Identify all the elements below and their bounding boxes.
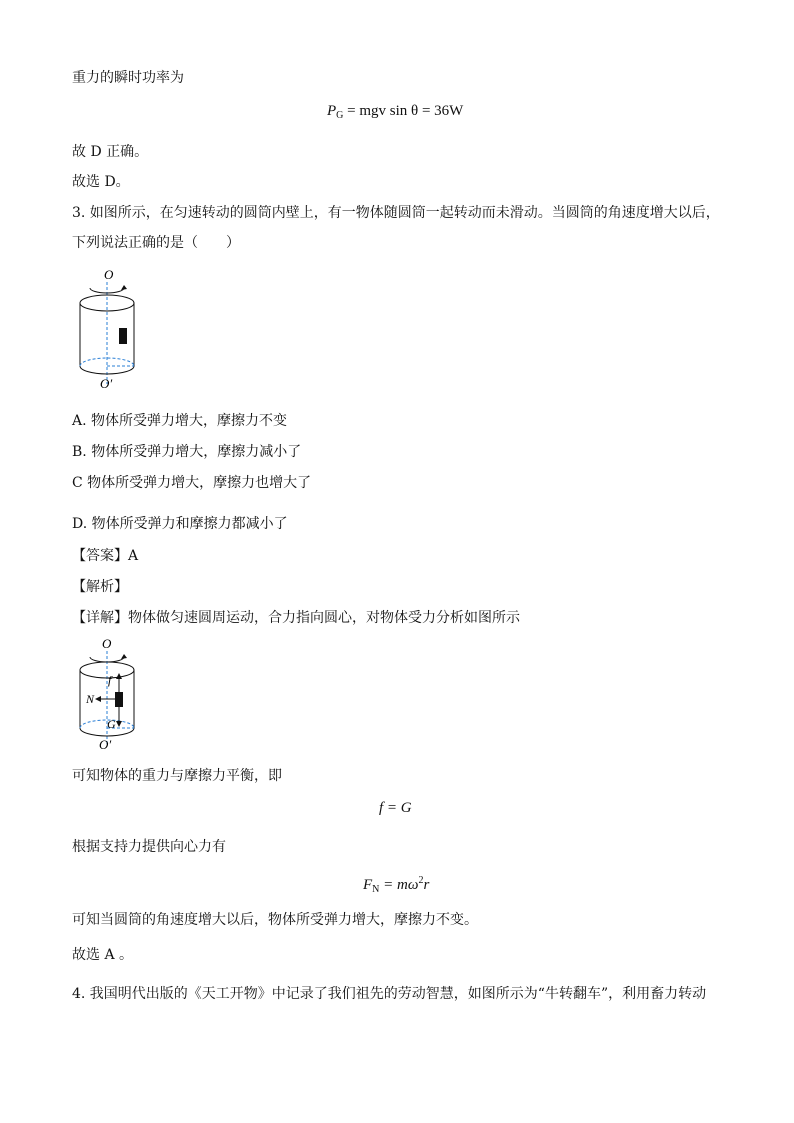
block-2 bbox=[115, 692, 123, 707]
axis-top-label: O bbox=[104, 267, 114, 282]
formula-power-sub: G bbox=[336, 110, 344, 121]
cylinder-figure bbox=[72, 266, 142, 396]
axis-top-label-2: O bbox=[102, 636, 112, 651]
option-b: B. 物体所受弹力增大，摩擦力减小了 bbox=[72, 444, 302, 460]
line-power-intro: 重力的瞬时功率为 bbox=[72, 70, 184, 86]
block bbox=[119, 328, 127, 344]
formula-centripetal bbox=[363, 872, 429, 899]
formula-balance bbox=[379, 799, 412, 817]
choose-a-line: 故选 A 。 bbox=[72, 947, 134, 963]
normal-label: N bbox=[86, 692, 95, 706]
formula-centripetal-tail: r bbox=[423, 877, 430, 893]
axis-bottom-label-2: O′ bbox=[99, 737, 112, 752]
formula-power-rhs: = mgv sin θ = 36W bbox=[343, 103, 464, 119]
question-4-line1: 4. 我国明代出版的《天工开物》中记录了我们祖先的劳动智慧，如图所示为“牛转翻车”，利用畜力转动 bbox=[72, 986, 707, 1002]
option-a: A. 物体所受弹力增大，摩擦力不变 bbox=[72, 413, 288, 429]
option-c: C 物体所受弹力增大，摩擦力也增大了 bbox=[72, 475, 312, 491]
formula-power-lhs: P bbox=[327, 103, 337, 119]
support-line: 根据支持力提供向心力有 bbox=[72, 839, 226, 855]
formula-centripetal-sub: N bbox=[372, 884, 380, 895]
formula-balance-text: f = G bbox=[379, 800, 412, 816]
gravity-label: G bbox=[107, 717, 116, 731]
option-d: D. 物体所受弹力和摩擦力都减小了 bbox=[72, 516, 288, 532]
question-3-line2: 下列说法正确的是（ ） bbox=[72, 235, 240, 251]
friction-label: f bbox=[108, 673, 112, 687]
formula-centripetal-sup: 2 bbox=[418, 875, 424, 886]
balance-line: 可知物体的重力与摩擦力平衡，即 bbox=[72, 768, 282, 784]
line-d-correct: 故 D 正确。 bbox=[72, 144, 149, 160]
formula-centripetal-lhs: F bbox=[363, 877, 373, 893]
conclusion-line: 可知当圆筒的角速度增大以后，物体所受弹力增大，摩擦力不变。 bbox=[72, 912, 478, 928]
axis-bottom-label: O′ bbox=[100, 376, 113, 391]
answer-line: 【答案】A bbox=[72, 548, 139, 564]
formula-power bbox=[327, 102, 463, 125]
line-choose-d: 故选 D。 bbox=[72, 174, 130, 190]
formula-centripetal-eq: = mω bbox=[379, 877, 419, 893]
analysis-heading: 【解析】 bbox=[72, 579, 128, 595]
detail-line: 【详解】物体做匀速圆周运动，合力指向圆心，对物体受力分析如图所示 bbox=[72, 610, 520, 626]
question-3-line1: 3. 如图所示，在匀速转动的圆筒内壁上，有一物体随圆筒一起转动而未滑动。当圆筒的角速度增大以后， bbox=[72, 205, 720, 221]
force-diagram-figure bbox=[72, 636, 142, 758]
